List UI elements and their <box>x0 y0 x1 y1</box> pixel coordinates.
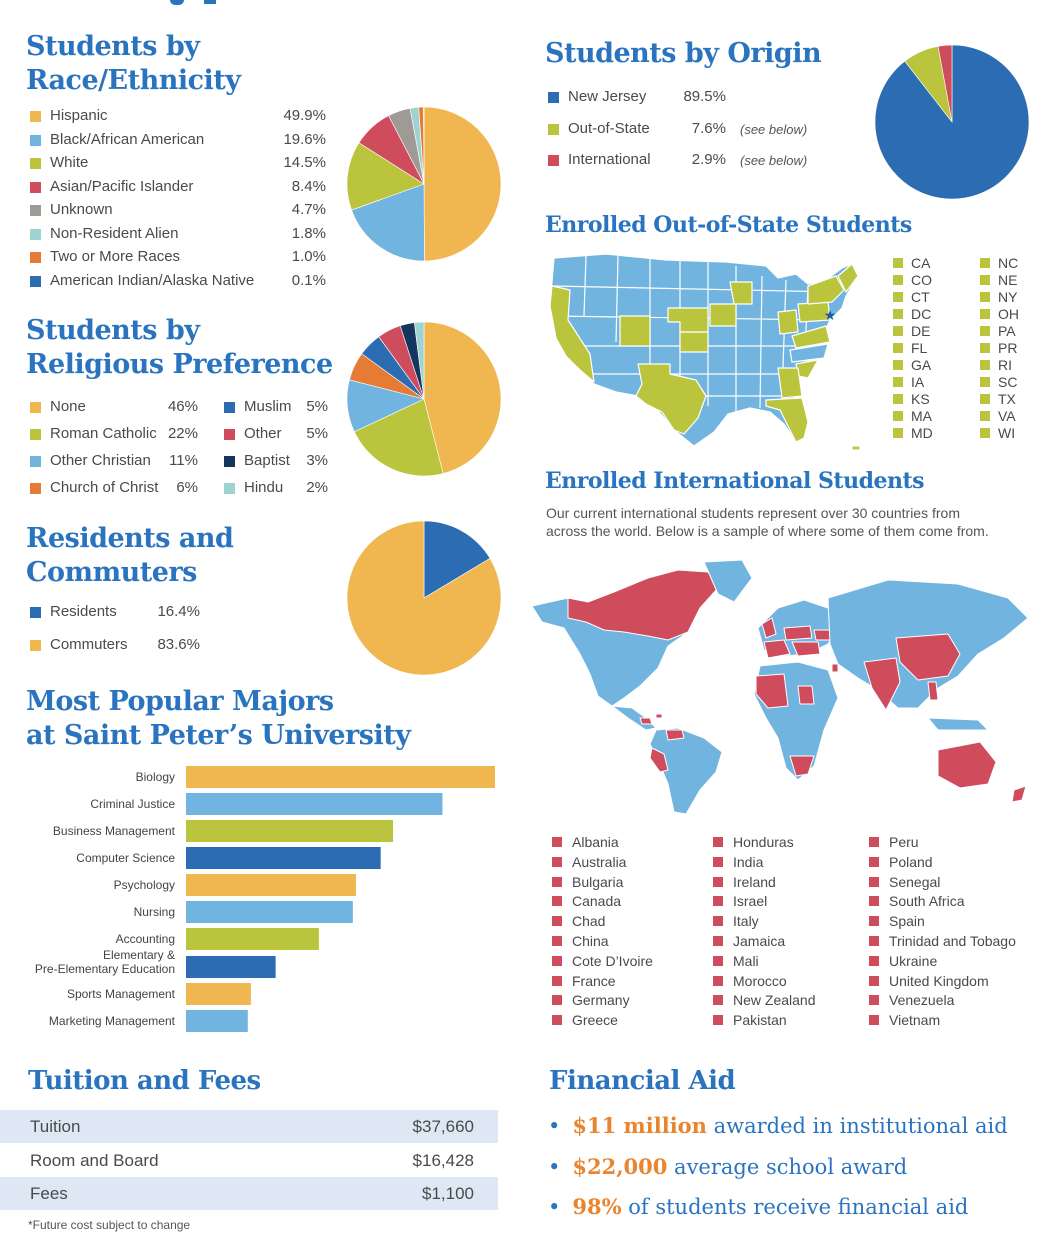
country-name: Greece <box>572 1012 618 1029</box>
majors-bar <box>186 983 251 1005</box>
state-code: IA <box>911 374 925 390</box>
majors-bar-label: Business Management <box>52 824 175 838</box>
state-swatch <box>980 394 990 404</box>
religion-legend-value: 3% <box>306 452 328 469</box>
iowa-state <box>710 304 736 326</box>
religion-legend-swatch <box>224 483 235 494</box>
country-swatch <box>552 916 562 926</box>
majors-bar <box>186 928 319 950</box>
state-swatch <box>980 292 990 302</box>
indonesia <box>928 718 988 730</box>
residents-legend-swatch <box>30 640 41 651</box>
religion-legend-value: 2% <box>306 479 328 496</box>
race-legend-value: 49.9% <box>283 107 326 124</box>
religion-legend-label: Roman Catholic <box>50 425 157 442</box>
country-name: Israel <box>733 893 768 910</box>
state-code: CA <box>911 255 931 271</box>
religion-legend-label: Church of Christ <box>50 479 159 496</box>
religion-legend-value: 5% <box>306 425 328 442</box>
kansas-state <box>680 332 708 352</box>
country-swatch <box>713 995 723 1005</box>
country-swatch <box>552 857 562 867</box>
world-map <box>528 558 1038 820</box>
state-swatch <box>980 377 990 387</box>
financial-aid-item <box>548 1154 907 1180</box>
state-code: NE <box>998 272 1018 288</box>
country-name: France <box>572 972 616 989</box>
race-legend-swatch <box>30 158 41 169</box>
race-legend-label: Asian/Pacific Islander <box>50 177 194 195</box>
tuition-table <box>0 1110 498 1210</box>
country-swatch <box>552 896 562 906</box>
race-legend-label: American Indian/Alaska Native <box>50 271 255 289</box>
residents-title-line1: Residents and <box>26 523 234 554</box>
state-code: PA <box>998 323 1016 339</box>
state-swatch <box>893 411 903 421</box>
international-title: Enrolled International Students <box>545 468 924 494</box>
country-swatch <box>713 916 723 926</box>
state-swatch <box>893 292 903 302</box>
state-code: FL <box>911 340 928 356</box>
state-code: OH <box>998 306 1019 322</box>
tuition-row-value: $1,100 <box>422 1184 474 1203</box>
race-title <box>26 30 240 98</box>
religion-legend-label: None <box>50 398 86 415</box>
country-swatch <box>869 877 879 887</box>
majors-bar-label: Accounting <box>115 932 175 946</box>
country-swatch <box>713 857 723 867</box>
residents-title-line2: Commuters <box>26 557 197 588</box>
majors-bar <box>186 956 276 978</box>
religion-legend-swatch <box>30 456 41 467</box>
country-swatch <box>713 956 723 966</box>
financial-aid-text: of students receive financial aid <box>621 1195 969 1219</box>
race-legend-label: Black/African American <box>50 130 205 148</box>
religion-legend-swatch <box>30 429 41 440</box>
state-code: DE <box>911 323 931 339</box>
race-legend-label: Hispanic <box>50 107 108 124</box>
country-swatch <box>552 995 562 1005</box>
race-legend-swatch <box>30 205 41 216</box>
tuition-row-value: $16,428 <box>412 1150 474 1170</box>
country-name: Pakistan <box>733 1012 787 1029</box>
new-zealand <box>1012 786 1026 802</box>
tuition-row <box>0 1144 498 1177</box>
top-decoration <box>130 0 220 6</box>
race-legend-value: 8.4% <box>291 177 326 195</box>
country-name: Poland <box>889 853 933 870</box>
country-name: Bulgaria <box>572 873 624 890</box>
country-name: Peru <box>889 834 919 850</box>
financial-aid-item <box>548 1194 968 1220</box>
religion-legend-swatch <box>224 429 235 440</box>
state-swatch <box>893 275 903 285</box>
majors-bar <box>186 847 381 869</box>
origin-legend-swatch <box>548 124 559 135</box>
tuition-row-label: Room and Board <box>30 1150 159 1170</box>
origin-legend-note: (see below) <box>740 121 808 137</box>
georgia-state <box>778 368 802 398</box>
state-code: SC <box>998 374 1018 390</box>
country-swatch <box>869 956 879 966</box>
race-legend-swatch <box>30 111 41 122</box>
race-legend-swatch <box>30 135 41 146</box>
residents-legend-label: Residents <box>50 603 117 620</box>
race-legend-swatch <box>30 276 41 287</box>
country-swatch <box>869 976 879 986</box>
state-code: PR <box>998 340 1018 356</box>
ohio-state <box>778 310 798 334</box>
origin-pie-chart <box>874 44 1030 200</box>
country-swatch <box>713 936 723 946</box>
race-legend-label: Unknown <box>50 201 113 218</box>
state-code: GA <box>911 357 932 373</box>
majors-bar <box>186 874 356 896</box>
race-legend-label: White <box>50 154 89 171</box>
country-swatch <box>713 1015 723 1025</box>
bullet-icon: • <box>548 1195 561 1219</box>
state-code: NC <box>998 255 1019 271</box>
religion-legend-label: Other <box>244 425 282 442</box>
residents-pie-chart <box>346 520 502 676</box>
religion-legend-swatch <box>224 402 235 413</box>
state-swatch <box>893 343 903 353</box>
majors-bar-label: Computer Science <box>76 851 175 865</box>
state-swatch <box>980 258 990 268</box>
new-jersey-star-icon: ★ <box>823 307 837 323</box>
international-description-line2: across the world. Below is a sample of where some of them come from. <box>546 523 989 539</box>
country-swatch <box>869 916 879 926</box>
origin-legend-value: 89.5% <box>683 88 726 105</box>
country-name: Italy <box>733 913 759 930</box>
financial-aid-highlight: $11 million <box>572 1113 707 1138</box>
state-code: WI <box>998 425 1016 441</box>
majors-bar-label: Marketing Management <box>48 1014 175 1028</box>
state-swatch <box>980 309 990 319</box>
state-code: NY <box>998 289 1018 305</box>
country-name: Mali <box>733 952 759 969</box>
state-swatch <box>893 377 903 387</box>
international-description <box>546 504 989 540</box>
country-swatch <box>869 1015 879 1025</box>
country-name: Australia <box>572 853 627 870</box>
country-name: Ireland <box>733 873 776 890</box>
chad <box>798 686 814 704</box>
state-swatch <box>893 360 903 370</box>
state-code: RI <box>998 357 1012 373</box>
race-legend-swatch <box>30 229 41 240</box>
country-swatch <box>869 837 879 847</box>
country-name: Honduras <box>733 834 794 850</box>
majors-bar-label: Psychology <box>113 878 175 892</box>
tuition-row-label: Tuition <box>30 1117 81 1136</box>
honduras <box>640 718 652 724</box>
financial-aid-text: average school award <box>667 1154 908 1179</box>
state-code: KS <box>911 391 930 407</box>
country-name: Chad <box>572 913 606 930</box>
state-code: TX <box>998 391 1016 407</box>
country-swatch <box>869 896 879 906</box>
race-legend-value: 1.8% <box>291 224 326 242</box>
race-legend-value: 0.1% <box>291 271 326 289</box>
country-name: New Zealand <box>733 992 816 1009</box>
religion-legend-label: Baptist <box>244 452 290 469</box>
state-code: MA <box>911 408 932 424</box>
state-swatch <box>980 411 990 421</box>
tuition-row <box>0 1177 498 1210</box>
origin-legend-label: Out-of-State <box>568 119 650 137</box>
tuition-row-value: $37,660 <box>412 1117 474 1136</box>
country-swatch <box>869 857 879 867</box>
race-legend-value: 19.6% <box>283 130 326 148</box>
financial-aid-highlight: 98% <box>572 1194 622 1219</box>
majors-bar <box>186 820 393 842</box>
origin-legend-value: 7.6% <box>691 119 726 137</box>
country-swatch <box>869 995 879 1005</box>
venezuela <box>666 730 684 740</box>
race-legend-swatch <box>30 252 41 263</box>
country-name: Albania <box>572 834 619 850</box>
majors-title <box>26 685 410 753</box>
state-code: VA <box>998 408 1016 424</box>
country-swatch <box>552 1015 562 1025</box>
race-title-line1: Students by <box>26 31 200 62</box>
country-swatch <box>552 976 562 986</box>
jamaica <box>656 714 662 718</box>
state-swatch <box>980 275 990 285</box>
religion-legend-value: 6% <box>176 479 198 496</box>
religion-title-line2: Religious Preference <box>26 349 333 380</box>
international-description-line1: Our current international students represent over 30 countries from <box>546 505 960 521</box>
tuition-title: Tuition and Fees <box>28 1066 261 1096</box>
tuition-row-label: Fees <box>30 1184 68 1203</box>
religion-legend-value: 11% <box>169 452 198 469</box>
state-swatch <box>980 360 990 370</box>
puerto-rico <box>852 446 860 450</box>
origin-legend-swatch <box>548 92 559 103</box>
country-name: Spain <box>889 913 925 930</box>
majors-bar <box>186 901 353 923</box>
state-swatch <box>893 394 903 404</box>
majors-bar <box>186 766 495 788</box>
country-name: Jamaica <box>733 933 786 949</box>
state-swatch <box>893 258 903 268</box>
country-name: United Kingdom <box>889 972 989 989</box>
country-swatch <box>713 877 723 887</box>
majors-bar <box>186 1010 248 1032</box>
financial-aid-item <box>548 1113 1008 1139</box>
majors-bar-label: Elementary & Pre-Elementary Education <box>34 948 175 976</box>
florida-state <box>766 398 808 442</box>
race-pie-chart <box>346 106 502 262</box>
state-swatch <box>893 309 903 319</box>
colorado-state <box>620 316 650 346</box>
origin-title: Students by Origin <box>545 38 822 69</box>
tuition-row <box>0 1110 498 1143</box>
religion-legend-value: 46% <box>167 398 198 415</box>
religion-legend-label: Hindu <box>244 479 284 496</box>
religion-title-line1: Students by <box>26 315 200 346</box>
state-code: DC <box>911 306 932 322</box>
wisconsin-state <box>730 282 752 304</box>
religion-legend-label: Muslim <box>244 398 292 415</box>
out-of-state-title: Enrolled Out-of-State Students <box>545 212 912 238</box>
tuition-footnote: *Future cost subject to change <box>28 1218 191 1232</box>
financial-aid-highlight: $22,000 <box>572 1153 668 1179</box>
residents-title <box>26 522 233 590</box>
religion-legend-label: Other Christian <box>50 452 151 469</box>
country-name: Vietnam <box>889 1012 941 1029</box>
state-code: CO <box>911 272 932 288</box>
country-name: Cote D’Ivoire <box>572 952 653 969</box>
country-swatch <box>552 956 562 966</box>
majors-bar-chart <box>0 760 510 1040</box>
origin-legend-note: (see below) <box>740 153 808 168</box>
state-swatch <box>980 428 990 438</box>
country-name: South Africa <box>889 893 965 910</box>
country-name: China <box>572 933 609 949</box>
origin-legend-value: 2.9% <box>691 151 726 168</box>
state-code: MD <box>911 425 933 441</box>
religion-legend-swatch <box>30 402 41 413</box>
state-swatch <box>980 343 990 353</box>
country-name: Trinidad and Tobago <box>889 933 1016 949</box>
majors-bar-label: Sports Management <box>66 987 175 1001</box>
country-swatch <box>552 936 562 946</box>
germany-poland <box>784 626 812 640</box>
state-code: CT <box>911 289 930 305</box>
majors-bar <box>186 793 442 815</box>
country-swatch <box>869 936 879 946</box>
race-legend-label: Two or More Races <box>50 248 181 265</box>
religion-legend-swatch <box>30 483 41 494</box>
country-name: Ukraine <box>889 952 938 969</box>
state-swatch <box>893 428 903 438</box>
country-name: Canada <box>572 893 622 910</box>
country-name: Germany <box>572 992 630 1009</box>
country-name: India <box>733 853 764 870</box>
country-name: Venezuela <box>889 992 955 1009</box>
majors-title-line1: Most Popular Majors <box>26 686 334 717</box>
majors-title-line2: at Saint Peter’s University <box>26 720 411 751</box>
residents-legend-value: 16.4% <box>157 603 200 620</box>
religion-legend-value: 5% <box>306 398 328 415</box>
country-swatch <box>713 896 723 906</box>
vietnam <box>928 682 938 700</box>
race-legend-swatch <box>30 182 41 193</box>
majors-bar-label: Criminal Justice <box>90 797 175 811</box>
origin-legend-label: New Jersey <box>568 88 647 105</box>
country-swatch <box>552 837 562 847</box>
religion-title <box>26 314 333 382</box>
race-legend-value: 14.5% <box>283 154 326 171</box>
financial-aid-title: Financial Aid <box>549 1066 736 1096</box>
country-swatch <box>552 877 562 887</box>
residents-legend-swatch <box>30 607 41 618</box>
religion-legend-value: 22% <box>167 425 198 442</box>
state-swatch <box>980 326 990 336</box>
race-legend-value: 4.7% <box>291 201 326 218</box>
origin-legend-label: International <box>568 151 651 168</box>
residents-legend-label: Commuters <box>50 636 128 653</box>
majors-bar-label: Nursing <box>133 905 175 919</box>
religion-pie-chart <box>346 321 502 477</box>
origin-legend-swatch <box>548 155 559 166</box>
race-legend-label: Non-Resident Alien <box>50 224 179 242</box>
bullet-icon: • <box>548 1154 561 1179</box>
country-name: Morocco <box>733 972 787 989</box>
race-title-line2: Race/Ethnicity <box>26 65 241 96</box>
country-swatch <box>713 837 723 847</box>
majors-bar-label: Biology <box>135 770 175 784</box>
bullet-icon: • <box>548 1114 561 1138</box>
us-map <box>546 246 876 454</box>
country-swatch <box>713 976 723 986</box>
israel <box>832 664 838 672</box>
country-name: Senegal <box>889 873 941 890</box>
race-slice-hispanic <box>424 107 501 261</box>
race-legend-value: 1.0% <box>291 248 326 265</box>
financial-aid-text: awarded in institutional aid <box>706 1114 1008 1138</box>
state-swatch <box>893 326 903 336</box>
residents-legend-value: 83.6% <box>157 636 200 653</box>
australia <box>938 742 996 788</box>
religion-legend-swatch <box>224 456 235 467</box>
